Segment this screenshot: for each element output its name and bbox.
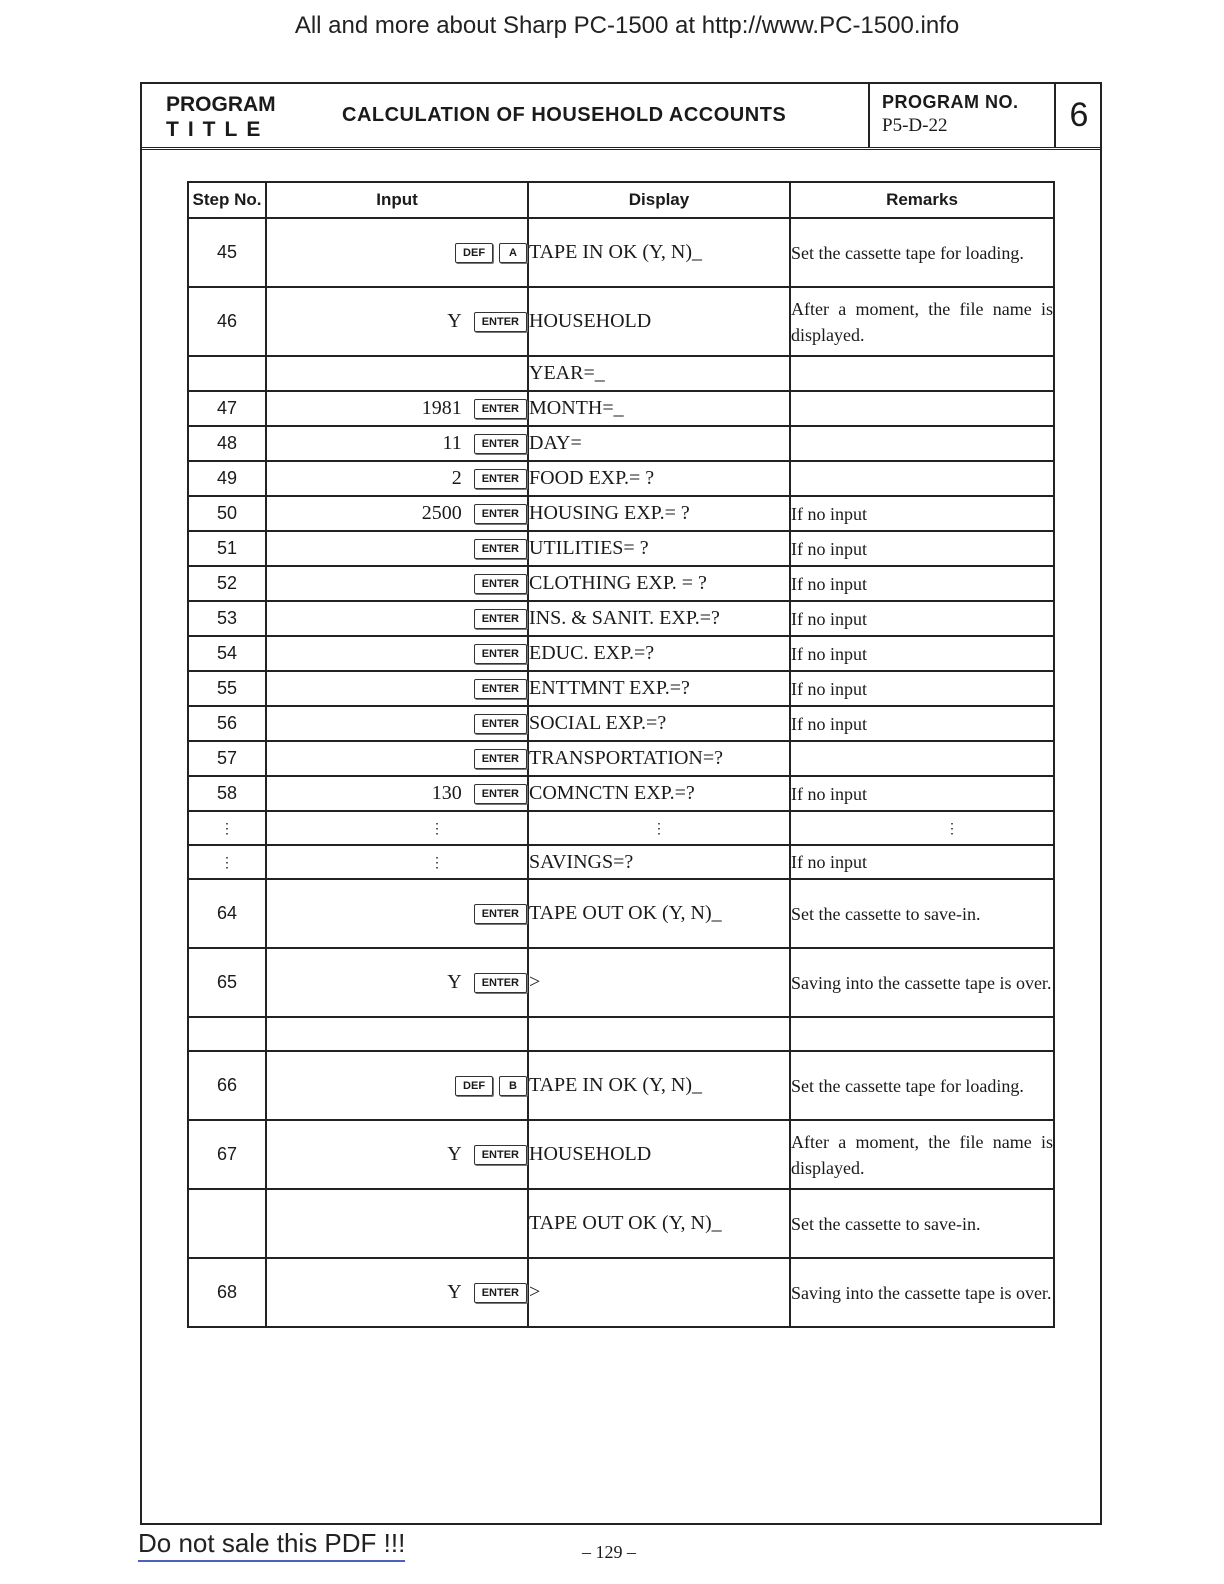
keycap-enter: ENTER	[474, 312, 527, 332]
step-number: 52	[188, 566, 266, 601]
step-number: 57	[188, 741, 266, 776]
steps-body-b	[188, 879, 1054, 1017]
table-row	[188, 426, 1054, 461]
input-cell	[266, 706, 528, 741]
keycap-def: DEF	[455, 1076, 493, 1096]
input-value: 2	[451, 467, 462, 490]
step-number: 50	[188, 496, 266, 531]
footer-notice: Do not sale this PDF !!!	[138, 1528, 405, 1562]
step-number: 56	[188, 706, 266, 741]
input-cell	[266, 776, 528, 811]
ellipsis-mark: ⋮	[188, 811, 266, 845]
step-number: 51	[188, 531, 266, 566]
remarks-text	[790, 741, 1054, 776]
step-number: 46	[188, 287, 266, 356]
input-cell	[266, 671, 528, 706]
table-row	[188, 636, 1054, 671]
ellipsis-mark: ⋮	[790, 811, 1054, 845]
step-number: 54	[188, 636, 266, 671]
header-step-no: Step No.	[188, 182, 266, 218]
input-cell	[266, 636, 528, 671]
display-text: TAPE OUT OK (Y, N)_	[528, 1189, 790, 1258]
gap-cell	[266, 1017, 528, 1051]
input-cell	[266, 879, 528, 948]
remarks-text: Saving into the cassette tape is over.	[790, 1258, 1054, 1327]
table-row	[188, 1051, 1054, 1120]
keycap-b: B	[499, 1076, 527, 1096]
savings-row	[188, 845, 1054, 879]
step-number: 49	[188, 461, 266, 496]
input-value: 2500	[421, 502, 462, 525]
input-value: 1981	[421, 397, 462, 420]
input-cell	[266, 461, 528, 496]
remarks-text	[790, 356, 1054, 391]
gap-cell	[790, 1017, 1054, 1051]
header-input: Input	[266, 182, 528, 218]
input-value: 11	[442, 432, 462, 455]
input-value: Y	[447, 971, 462, 994]
remarks-text	[790, 391, 1054, 426]
remarks-text: Set the cassette tape for loading.	[790, 218, 1054, 287]
display-text: ENTTMNT EXP.=?	[528, 671, 790, 706]
page-number: – 129 –	[582, 1542, 636, 1562]
display-text: SAVINGS=?	[528, 845, 790, 879]
step-number: 67	[188, 1120, 266, 1189]
table-row	[188, 566, 1054, 601]
table-header-row	[188, 182, 1054, 218]
remarks-text: Set the cassette tape for loading.	[790, 1051, 1054, 1120]
keycap-enter: ENTER	[474, 714, 527, 734]
table-row	[188, 776, 1054, 811]
program-title-label	[166, 92, 276, 142]
keycap-a: A	[499, 243, 527, 263]
ellipsis-row	[188, 811, 1054, 845]
ellipsis-mark: ⋮	[188, 845, 266, 879]
program-label-line1: PROGRAM	[166, 93, 276, 116]
input-cell	[266, 741, 528, 776]
program-number: P5-D-22	[882, 115, 948, 136]
keycap-enter: ENTER	[474, 973, 527, 993]
keycap-enter: ENTER	[474, 749, 527, 769]
remarks-text: If no input	[790, 776, 1054, 811]
table-row	[188, 391, 1054, 426]
gap-cell	[528, 1017, 790, 1051]
step-number: 68	[188, 1258, 266, 1327]
table-row	[188, 741, 1054, 776]
step-number: 58	[188, 776, 266, 811]
remarks-text: After a moment, the file name is displayed.	[790, 287, 1054, 356]
display-text: FOOD EXP.= ?	[528, 461, 790, 496]
input-value: Y	[447, 1143, 462, 1166]
input-cell	[266, 356, 528, 391]
input-cell	[266, 1189, 528, 1258]
steps-ellipsis	[188, 811, 1054, 879]
table-row	[188, 879, 1054, 948]
remarks-text: If no input	[790, 845, 1054, 879]
display-text: DAY=	[528, 426, 790, 461]
step-number: 53	[188, 601, 266, 636]
table-row	[188, 287, 1054, 356]
keycap-enter: ENTER	[474, 434, 527, 454]
display-text: MONTH=_	[528, 391, 790, 426]
keycap-enter: ENTER	[474, 574, 527, 594]
header-url-line: All and more about Sharp PC-1500 at http://www.PC-1500.info	[294, 12, 960, 39]
display-text: TRANSPORTATION=?	[528, 741, 790, 776]
ellipsis-mark: ⋮	[266, 845, 528, 879]
input-cell	[266, 391, 528, 426]
input-cell	[266, 601, 528, 636]
display-text: CLOTHING EXP. = ?	[528, 566, 790, 601]
input-cell	[266, 1120, 528, 1189]
program-label-line2: TITLE	[166, 118, 270, 141]
keycap-enter: ENTER	[474, 1283, 527, 1303]
step-number: 65	[188, 948, 266, 1017]
input-cell	[266, 496, 528, 531]
table-row	[188, 1120, 1054, 1189]
step-number: 55	[188, 671, 266, 706]
display-text: >	[528, 1258, 790, 1327]
keycap-enter: ENTER	[474, 504, 527, 524]
input-cell	[266, 426, 528, 461]
display-text: HOUSEHOLD	[528, 287, 790, 356]
display-text: TAPE IN OK (Y, N)_	[528, 218, 790, 287]
remarks-text: If no input	[790, 566, 1054, 601]
remarks-text	[790, 461, 1054, 496]
display-text: COMNCTN EXP.=?	[528, 776, 790, 811]
table-row	[188, 1189, 1054, 1258]
section-gap	[188, 1017, 1054, 1051]
remarks-text: If no input	[790, 706, 1054, 741]
keycap-def: DEF	[455, 243, 493, 263]
table-row	[188, 461, 1054, 496]
step-number: 66	[188, 1051, 266, 1120]
step-number: 47	[188, 391, 266, 426]
header-remarks: Remarks	[790, 182, 1054, 218]
table-row	[188, 948, 1054, 1017]
keycap-enter: ENTER	[474, 679, 527, 699]
display-text: YEAR=_	[528, 356, 790, 391]
display-text: SOCIAL EXP.=?	[528, 706, 790, 741]
table-row	[188, 671, 1054, 706]
remarks-text: If no input	[790, 671, 1054, 706]
input-cell	[266, 1258, 528, 1327]
keycap-enter: ENTER	[474, 644, 527, 664]
input-cell	[266, 1051, 528, 1120]
input-value: 130	[431, 782, 462, 805]
step-number	[188, 1189, 266, 1258]
remarks-text: If no input	[790, 636, 1054, 671]
section-divider-row	[188, 1017, 1054, 1051]
program-title: CALCULATION OF HOUSEHOLD ACCOUNTS	[342, 104, 787, 126]
ellipsis-mark: ⋮	[266, 811, 528, 845]
gap-cell	[188, 1017, 266, 1051]
table-row	[188, 1258, 1054, 1327]
table-row	[188, 218, 1054, 287]
keycap-enter: ENTER	[474, 784, 527, 804]
program-number-box	[868, 84, 1054, 147]
table-row	[188, 356, 1054, 391]
input-value: Y	[447, 310, 462, 333]
remarks-text: If no input	[790, 601, 1054, 636]
keycap-enter: ENTER	[474, 1145, 527, 1165]
display-text: >	[528, 948, 790, 1017]
title-block	[142, 84, 1100, 150]
input-cell	[266, 287, 528, 356]
display-text: HOUSING EXP.= ?	[528, 496, 790, 531]
display-text: TAPE OUT OK (Y, N)_	[528, 879, 790, 948]
header-display: Display	[528, 182, 790, 218]
input-cell	[266, 566, 528, 601]
step-number: 48	[188, 426, 266, 461]
keycap-enter: ENTER	[474, 469, 527, 489]
table-row	[188, 531, 1054, 566]
remarks-text: If no input	[790, 531, 1054, 566]
keycap-enter: ENTER	[474, 904, 527, 924]
input-cell	[266, 531, 528, 566]
table-row	[188, 706, 1054, 741]
input-cell	[266, 948, 528, 1017]
remarks-text	[790, 426, 1054, 461]
steps-body-a	[188, 218, 1054, 811]
step-number	[188, 356, 266, 391]
keycap-enter: ENTER	[474, 609, 527, 629]
remarks-text: If no input	[790, 496, 1054, 531]
input-value: Y	[447, 1281, 462, 1304]
display-text: UTILITIES= ?	[528, 531, 790, 566]
ellipsis-mark: ⋮	[528, 811, 790, 845]
remarks-text: Saving into the cassette tape is over.	[790, 948, 1054, 1017]
input-cell	[266, 218, 528, 287]
keycap-enter: ENTER	[474, 399, 527, 419]
chapter-number: 6	[1054, 84, 1102, 147]
remarks-text: Set the cassette to save-in.	[790, 879, 1054, 948]
operation-steps-table	[187, 181, 1055, 1328]
steps-body-c	[188, 1051, 1054, 1327]
display-text: INS. & SANIT. EXP.=?	[528, 601, 790, 636]
step-number: 45	[188, 218, 266, 287]
display-text: EDUC. EXP.=?	[528, 636, 790, 671]
keycap-enter: ENTER	[474, 539, 527, 559]
step-number: 64	[188, 879, 266, 948]
table-row	[188, 496, 1054, 531]
remarks-text: After a moment, the file name is displayed.	[790, 1120, 1054, 1189]
display-text: TAPE IN OK (Y, N)_	[528, 1051, 790, 1120]
table-row	[188, 601, 1054, 636]
display-text: HOUSEHOLD	[528, 1120, 790, 1189]
remarks-text: Set the cassette to save-in.	[790, 1189, 1054, 1258]
program-number-label: PROGRAM NO.	[882, 92, 1019, 112]
